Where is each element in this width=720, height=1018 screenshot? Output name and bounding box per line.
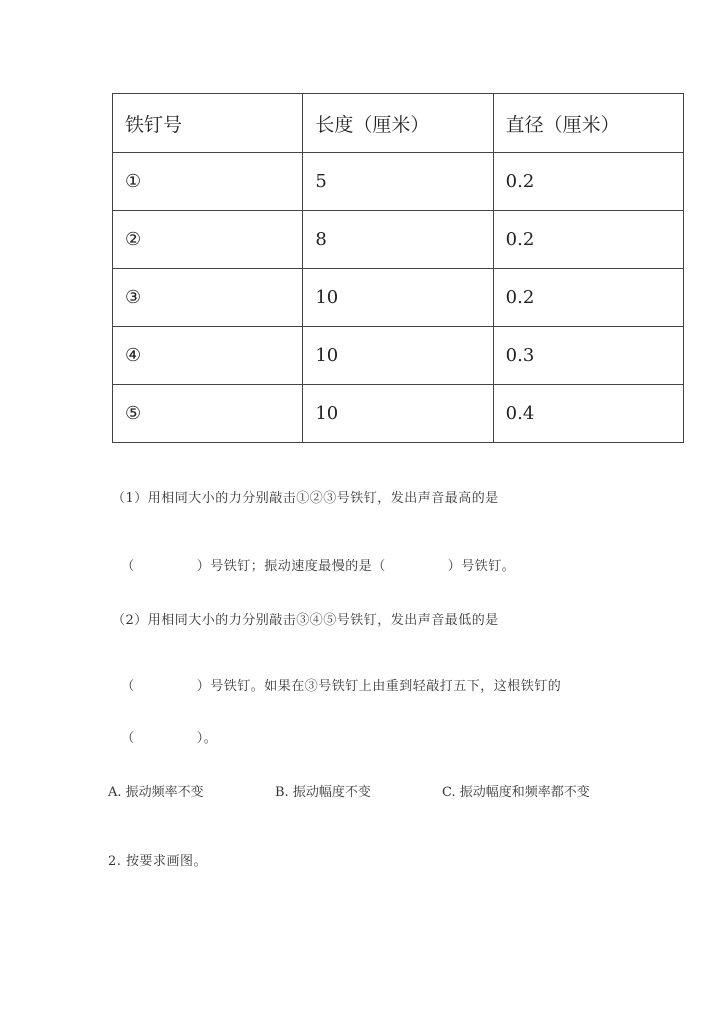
- question-2-mid-text: ）号铁钉。如果在③号铁钉上由重到轻敲打五下，这根铁钉的: [196, 679, 562, 694]
- nail-id: ①: [113, 153, 303, 211]
- nail-id: ②: [113, 211, 303, 269]
- nail-length: 5: [303, 153, 493, 211]
- nail-data-table: [112, 93, 684, 443]
- nail-length: 10: [303, 327, 493, 385]
- nail-diameter: 0.2: [493, 211, 683, 269]
- question-2-heading: 2. 按要求画图。: [108, 854, 208, 869]
- table-row: [113, 385, 684, 443]
- option-b[interactable]: B. 振动幅度不变: [275, 785, 371, 800]
- answer-blank-open: （: [121, 559, 135, 574]
- table-row: [113, 153, 684, 211]
- nail-diameter: 0.4: [493, 385, 683, 443]
- option-c[interactable]: C. 振动幅度和频率都不变: [442, 785, 590, 800]
- nail-length: 8: [303, 211, 493, 269]
- nail-length: 10: [303, 269, 493, 327]
- header-length: 长度（厘米）: [303, 94, 493, 153]
- nail-id: ③: [113, 269, 303, 327]
- nail-id: ⑤: [113, 385, 303, 443]
- question-1-mid-text: ）号铁钉；振动速度最慢的是（: [196, 559, 386, 574]
- table-row: [113, 269, 684, 327]
- question-1-end-text: ）号铁钉。: [447, 559, 516, 574]
- header-nail-number: 铁钉号: [113, 94, 303, 153]
- question-2-line-3: [112, 712, 217, 746]
- question-2-end-text: ）。: [196, 731, 218, 746]
- question-1-line-2: [112, 540, 515, 574]
- question-1-line-1: （1）用相同大小的力分别敲击①②③号铁钉，发出声音最高的是: [112, 491, 499, 506]
- nail-diameter: 0.3: [493, 327, 683, 385]
- nail-id: ④: [113, 327, 303, 385]
- question-2-line-2: [112, 660, 561, 694]
- table-row: [113, 327, 684, 385]
- nail-diameter: 0.2: [493, 153, 683, 211]
- table-header-row: [113, 94, 684, 153]
- question-2-line-1: （2）用相同大小的力分别敲击③④⑤号铁钉，发出声音最低的是: [112, 613, 499, 628]
- option-a[interactable]: A. 振动频率不变: [108, 785, 204, 800]
- table-row: [113, 211, 684, 269]
- nail-length: 10: [303, 385, 493, 443]
- answer-blank-open: （: [121, 731, 135, 746]
- answer-blank-open: （: [121, 679, 135, 694]
- header-diameter: 直径（厘米）: [493, 94, 683, 153]
- nail-diameter: 0.2: [493, 269, 683, 327]
